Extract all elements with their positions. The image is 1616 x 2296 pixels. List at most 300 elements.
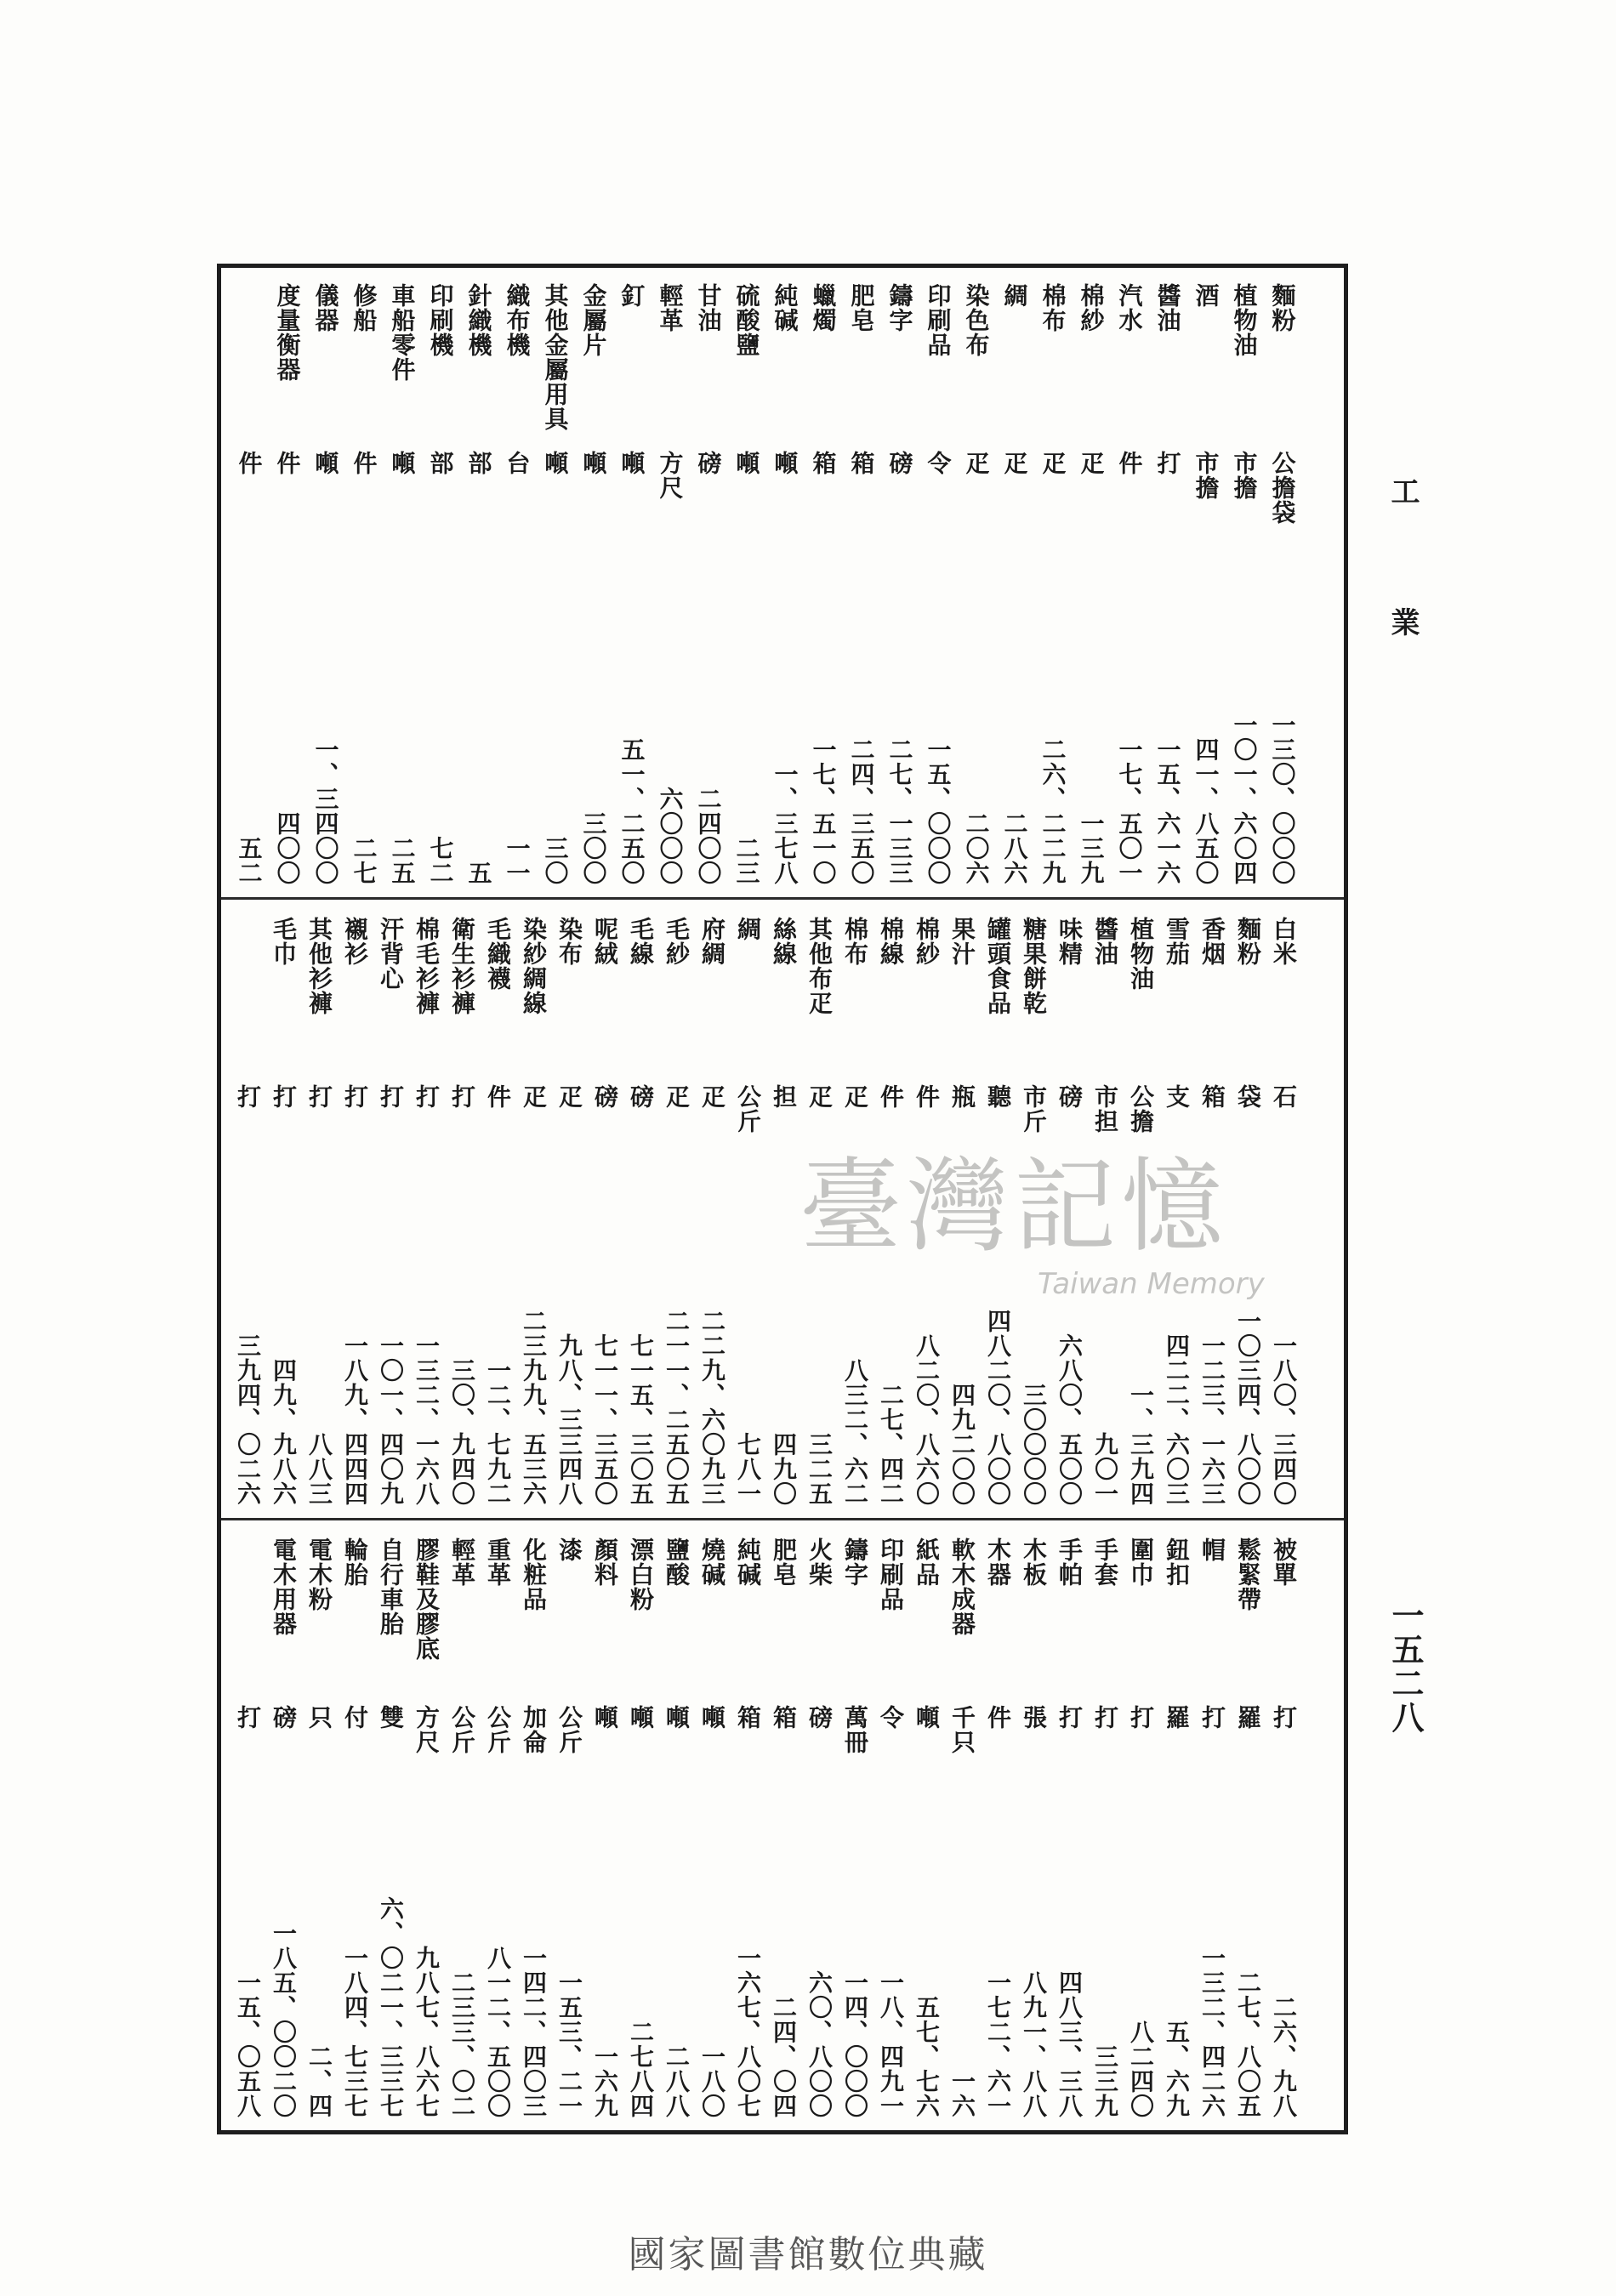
quantity-value: 二三三、〇二 — [448, 1970, 476, 2118]
quantity-value: 二六、二二九 — [1038, 737, 1067, 885]
quantity-value: 八三二、六二 — [841, 1358, 869, 1506]
table-column — [770, 901, 798, 1518]
unit-label: 羅 — [1234, 1705, 1262, 1730]
quantity-value: 七一一、三五〇 — [591, 1333, 619, 1506]
table-column — [627, 1522, 655, 2130]
unit-label: 千只 — [948, 1705, 976, 1754]
unit-label: 箱 — [770, 1705, 798, 1730]
quantity-value: 八二四〇 — [1127, 2020, 1155, 2118]
unit-label: 打 — [234, 1084, 262, 1109]
unit-label: 公斤 — [448, 1705, 476, 1754]
unit-label: 疋 — [520, 1084, 548, 1109]
quantity-value: 一四二、四〇三 — [520, 1946, 548, 2118]
item-name: 醬油 — [1091, 917, 1119, 966]
item-name: 絲線 — [770, 917, 798, 966]
item-name: 呢絨 — [591, 917, 619, 966]
unit-label: 噸 — [732, 451, 761, 475]
unit-label: 市担 — [1091, 1084, 1119, 1134]
unit-label: 打 — [341, 1084, 369, 1109]
unit-label: 萬冊 — [841, 1705, 869, 1754]
item-name: 染布 — [555, 917, 583, 966]
quantity-value: 一八五、〇〇二〇 — [270, 1921, 298, 2118]
quantity-value: 八二〇、八六〇 — [913, 1333, 941, 1506]
item-name: 酒 — [1192, 283, 1221, 308]
table-column — [1127, 1522, 1155, 2130]
item-name: 燒碱 — [698, 1537, 726, 1587]
unit-label: 噸 — [771, 451, 799, 475]
table-column — [925, 268, 953, 897]
footer-archive-label: 國家圖書館數位典藏 — [628, 2233, 988, 2276]
item-name: 輕革 — [448, 1537, 476, 1587]
item-name: 毛織襪 — [484, 917, 512, 991]
table-column — [1234, 1522, 1262, 2130]
quantity-value: 一八九、四四四 — [341, 1333, 369, 1506]
item-name: 火柴 — [805, 1537, 834, 1587]
table-column — [1231, 268, 1259, 897]
table-column — [1198, 901, 1226, 1518]
unit-label: 箱 — [1198, 1084, 1226, 1109]
item-name: 白米 — [1270, 917, 1298, 966]
unit-label: 打 — [377, 1084, 405, 1109]
item-name: 甘油 — [694, 283, 723, 332]
quantity-value: 一八〇 — [698, 2044, 726, 2118]
item-name: 修船 — [350, 283, 378, 332]
unit-label: 噸 — [311, 451, 340, 475]
quantity-value: 一三〇、〇〇〇 — [1268, 713, 1297, 885]
table-column — [520, 1522, 548, 2130]
table-column — [1269, 268, 1297, 897]
quantity-value: 二三九九、五三六 — [520, 1309, 548, 1506]
item-name: 棉布 — [1038, 283, 1067, 332]
table-column — [1056, 901, 1084, 1518]
table-column — [663, 1522, 691, 2130]
table-column — [341, 901, 369, 1518]
table-column — [1270, 1522, 1298, 2130]
item-name: 軟木成器 — [948, 1537, 976, 1636]
unit-label: 疋 — [1038, 451, 1067, 475]
item-name: 肥皂 — [847, 283, 876, 332]
item-name: 棉毛衫褲 — [413, 917, 441, 1015]
unit-label: 件 — [913, 1084, 941, 1109]
unit-label: 打 — [305, 1084, 333, 1109]
quantity-value: 一三二、四二六 — [1198, 1946, 1226, 2118]
item-name: 漂白粉 — [627, 1537, 655, 1611]
quantity-value: 四八二〇、八〇〇 — [984, 1309, 1012, 1506]
table-column — [733, 268, 761, 897]
table-column — [1127, 901, 1155, 1518]
unit-label: 疋 — [962, 451, 991, 475]
item-name: 帽 — [1198, 1537, 1226, 1562]
unit-label: 疋 — [841, 1084, 869, 1109]
table-column — [377, 1522, 405, 2130]
table-column — [1192, 268, 1221, 897]
unit-label: 打 — [234, 1705, 262, 1730]
quantity-value: 一、三七八 — [771, 762, 799, 885]
unit-label: 磅 — [805, 1705, 834, 1730]
quantity-value: 二一一、二五〇五 — [663, 1309, 691, 1506]
item-name: 其他布疋 — [805, 917, 834, 1015]
item-name: 手套 — [1091, 1537, 1119, 1587]
quantity-value: 二七、四二 — [877, 1383, 905, 1506]
item-name: 度量衡器 — [273, 283, 302, 382]
table-column — [1039, 268, 1067, 897]
table-column — [274, 268, 302, 897]
unit-label: 件 — [350, 451, 378, 475]
unit-label: 箱 — [847, 451, 876, 475]
quantity-value: 四八三、三八 — [1056, 1970, 1084, 2118]
unit-label: 羅 — [1163, 1705, 1191, 1730]
quantity-value: 一六 — [948, 2069, 976, 2118]
table-column — [1163, 1522, 1191, 2130]
unit-label: 噸 — [698, 1705, 726, 1730]
table-column — [1056, 1522, 1084, 2130]
item-name: 木板 — [1020, 1537, 1048, 1587]
unit-label: 袋 — [1234, 1084, 1262, 1109]
quantity-value: 一〇一、四〇九 — [377, 1333, 405, 1506]
quantity-value: 四一、八五〇 — [1192, 737, 1221, 885]
quantity-value: 八一二、五〇〇 — [484, 1946, 512, 2118]
unit-label: 疋 — [698, 1084, 726, 1109]
quantity-value: 一五、六一六 — [1153, 737, 1182, 885]
unit-label: 張 — [1020, 1705, 1048, 1730]
unit-label: 疋 — [555, 1084, 583, 1109]
unit-label: 疋 — [805, 1084, 834, 1109]
item-name: 府綢 — [698, 917, 726, 966]
unit-label: 打 — [448, 1084, 476, 1109]
quantity-value: 二五 — [388, 836, 417, 885]
table-column — [984, 901, 1012, 1518]
table-band-2 — [221, 901, 1344, 1518]
unit-label: 支 — [1163, 1084, 1191, 1109]
unit-label: 件 — [484, 1084, 512, 1109]
table-column — [504, 268, 532, 897]
table-column — [1020, 901, 1048, 1518]
watermark-en: Taiwan Memory — [1038, 1267, 1265, 1301]
item-name: 鑄字 — [885, 283, 914, 332]
item-name: 鹽酸 — [663, 1537, 691, 1587]
table-column — [1163, 901, 1191, 1518]
quantity-value: 九八七、八六七 — [413, 1946, 441, 2118]
table-column — [542, 268, 570, 897]
item-name: 針織機 — [464, 283, 493, 357]
quantity-value: 一五、〇〇〇 — [924, 737, 953, 885]
table-column — [312, 268, 340, 897]
quantity-value: 四二二、六〇三 — [1163, 1333, 1191, 1506]
unit-label: 打 — [1091, 1705, 1119, 1730]
quantity-value: 五 — [464, 861, 493, 885]
quantity-value: 二七八四 — [627, 2020, 655, 2118]
table-column — [1020, 1522, 1048, 2130]
item-name: 鑄字 — [841, 1537, 869, 1587]
item-name: 蠟燭 — [809, 283, 838, 332]
unit-label: 打 — [1056, 1705, 1084, 1730]
table-column — [1154, 268, 1182, 897]
quantity-value: 一三二、一六八 — [413, 1333, 441, 1506]
quantity-value: 一、三九四 — [1127, 1383, 1155, 1506]
table-column — [591, 901, 619, 1518]
table-column — [948, 901, 976, 1518]
table-column — [695, 268, 723, 897]
unit-label: 箱 — [809, 451, 838, 475]
quantity-value: 七一五、三〇五 — [627, 1333, 655, 1506]
unit-label: 部 — [426, 451, 455, 475]
quantity-value: 一六九 — [591, 2044, 619, 2118]
unit-label: 令 — [877, 1705, 905, 1730]
table-column — [877, 1522, 905, 2130]
quantity-value: 二、四 — [305, 2044, 333, 2118]
table-column — [770, 1522, 798, 2130]
table-column — [555, 1522, 583, 2130]
table-column — [848, 268, 876, 897]
quantity-value: 一四、〇〇〇 — [841, 1970, 869, 2118]
table-column — [413, 1522, 441, 2130]
quantity-value: 九〇一 — [1091, 1432, 1119, 1506]
quantity-value: 七八一 — [734, 1432, 762, 1506]
quantity-value: 一、三四〇〇 — [311, 737, 340, 885]
unit-label: 噸 — [541, 451, 570, 475]
quantity-value: 一七二、六一 — [984, 1970, 1012, 2118]
item-name: 膠鞋及膠底 — [413, 1537, 441, 1661]
quantity-value: 五七、七六 — [913, 1995, 941, 2118]
item-name: 麵粉 — [1268, 283, 1297, 332]
item-name: 植物油 — [1230, 283, 1259, 357]
unit-label: 噸 — [579, 451, 608, 475]
unit-label: 令 — [924, 451, 953, 475]
unit-label: 只 — [305, 1705, 333, 1730]
table-column — [1091, 901, 1119, 1518]
unit-label: 件 — [1115, 451, 1144, 475]
quantity-value: 四〇〇 — [273, 811, 302, 885]
item-name: 顏料 — [591, 1537, 619, 1587]
unit-label: 噸 — [627, 1705, 655, 1730]
item-name: 棉線 — [877, 917, 905, 966]
table-column — [1270, 901, 1298, 1518]
unit-label: 部 — [464, 451, 493, 475]
table-column — [427, 268, 455, 897]
quantity-value: 一五、〇五八 — [234, 1970, 262, 2118]
item-name: 肥皂 — [770, 1537, 798, 1587]
unit-label: 打 — [1198, 1705, 1226, 1730]
item-name: 硫酸鹽 — [732, 283, 761, 357]
unit-label: 打 — [413, 1084, 441, 1109]
item-name: 純碱 — [734, 1537, 762, 1587]
table-column — [234, 901, 262, 1518]
table-column — [305, 901, 333, 1518]
unit-label: 方尺 — [656, 451, 685, 500]
table-column — [377, 901, 405, 1518]
table-column — [350, 268, 378, 897]
table-column — [465, 268, 493, 897]
unit-label: 磅 — [694, 451, 723, 475]
unit-label: 瓶 — [948, 1084, 976, 1109]
item-name: 綢 — [734, 917, 762, 941]
unit-label: 磅 — [885, 451, 914, 475]
quantity-value: 三〇 — [541, 836, 570, 885]
statistics-table-frame — [217, 264, 1348, 2134]
item-name: 紙品 — [913, 1537, 941, 1587]
quantity-value: 二八六 — [1000, 811, 1029, 885]
quantity-value: 二八八 — [663, 2044, 691, 2118]
table-column — [841, 1522, 869, 2130]
table-column — [771, 268, 799, 897]
unit-label: 石 — [1270, 1084, 1298, 1109]
unit-label: 噸 — [913, 1705, 941, 1730]
item-name: 毛線 — [627, 917, 655, 966]
table-column — [734, 1522, 762, 2130]
table-column — [1078, 268, 1106, 897]
item-name: 麵粉 — [1234, 917, 1262, 966]
table-column — [805, 901, 834, 1518]
quantity-value: 八八三 — [305, 1432, 333, 1506]
item-name: 其他金屬用具 — [541, 283, 570, 431]
item-name: 襯衫 — [341, 917, 369, 966]
item-name: 漆 — [555, 1537, 583, 1562]
item-name: 味精 — [1056, 917, 1084, 966]
quantity-value: 二七 — [350, 836, 378, 885]
table-column — [627, 901, 655, 1518]
table-column — [877, 901, 905, 1518]
quantity-value: 二〇六 — [962, 811, 991, 885]
unit-label: 疋 — [1000, 451, 1029, 475]
unit-label: 磅 — [270, 1705, 298, 1730]
quantity-value: 一二、七九二 — [484, 1358, 512, 1506]
item-name: 香烟 — [1198, 917, 1226, 966]
table-column — [618, 268, 646, 897]
quantity-value: 三〇、九四〇 — [448, 1358, 476, 1506]
table-band-1 — [221, 268, 1344, 897]
unit-label: 雙 — [377, 1705, 405, 1730]
quantity-value: 一七、五一〇 — [809, 737, 838, 885]
item-name: 被單 — [1270, 1537, 1298, 1587]
quantity-value: 二四、〇四 — [770, 1995, 798, 2118]
table-column — [657, 268, 685, 897]
page-number: 一五二八 — [1386, 1599, 1425, 1735]
unit-label: 台 — [503, 451, 532, 475]
table-column — [984, 1522, 1012, 2130]
unit-label: 磅 — [627, 1084, 655, 1109]
unit-label: 市擔 — [1192, 451, 1221, 500]
unit-label: 件 — [984, 1705, 1012, 1730]
table-column — [841, 901, 869, 1518]
quantity-value: 一六七、八〇七 — [734, 1946, 762, 2118]
unit-label: 件 — [273, 451, 302, 475]
unit-label: 件 — [235, 451, 264, 475]
item-name: 印刷品 — [877, 1537, 905, 1611]
unit-label: 磅 — [591, 1084, 619, 1109]
section-title: 工業 — [1386, 476, 1420, 738]
item-name: 自行車胎 — [377, 1537, 405, 1636]
item-name: 釘 — [617, 283, 646, 308]
item-name: 綢 — [1000, 283, 1029, 308]
unit-label: 噸 — [617, 451, 646, 475]
quantity-value: 三二五 — [805, 1432, 834, 1506]
table-column — [810, 268, 838, 897]
table-band-3 — [221, 1522, 1344, 2130]
table-column — [341, 1522, 369, 2130]
table-column — [1091, 1522, 1119, 2130]
item-name: 其他衫褲 — [305, 917, 333, 1015]
item-name: 汽水 — [1115, 283, 1144, 332]
item-name: 雪茄 — [1163, 917, 1191, 966]
band-divider — [221, 897, 1344, 900]
unit-label: 加侖 — [520, 1705, 548, 1754]
band-divider — [221, 1518, 1344, 1520]
table-column — [520, 901, 548, 1518]
unit-label: 担 — [770, 1084, 798, 1109]
quantity-value: 一二三、一六三 — [1198, 1333, 1226, 1506]
table-column — [448, 901, 476, 1518]
table-column — [886, 268, 914, 897]
quantity-value: 二二九、六〇九三 — [698, 1309, 726, 1506]
quantity-value: 一〇三四、八〇〇 — [1234, 1309, 1262, 1506]
quantity-value: 一八、四九一 — [877, 1970, 905, 2118]
unit-label: 疋 — [663, 1084, 691, 1109]
item-name: 棉布 — [841, 917, 869, 966]
quantity-value: 二四〇〇 — [694, 787, 723, 885]
item-name: 棉紗 — [1077, 283, 1106, 332]
unit-label: 打 — [1153, 451, 1182, 475]
item-name: 儀器 — [311, 283, 340, 332]
unit-label: 公擔袋 — [1268, 451, 1297, 525]
item-name: 果汁 — [948, 917, 976, 966]
item-name: 化粧品 — [520, 1537, 548, 1611]
table-column — [913, 901, 941, 1518]
table-column — [555, 901, 583, 1518]
item-name: 鈕扣 — [1163, 1537, 1191, 1587]
table-column — [236, 268, 264, 897]
table-column — [1234, 901, 1262, 1518]
quantity-value: 二六、九八 — [1270, 1995, 1298, 2118]
item-name: 木器 — [984, 1537, 1012, 1587]
table-column — [698, 1522, 726, 2130]
table-column — [234, 1522, 262, 2130]
unit-label: 噸 — [388, 451, 417, 475]
quantity-value: 四九〇 — [770, 1432, 798, 1506]
quantity-value: 五、六九 — [1163, 2020, 1191, 2118]
quantity-value: 三三九 — [1091, 2044, 1119, 2118]
table-column — [270, 901, 298, 1518]
quantity-value: 一八四、七三七 — [341, 1946, 369, 2118]
table-column — [1001, 268, 1029, 897]
item-name: 重革 — [484, 1537, 512, 1587]
unit-label: 箱 — [734, 1705, 762, 1730]
unit-label: 噸 — [591, 1705, 619, 1730]
quantity-value: 四九二〇〇 — [948, 1383, 976, 1506]
item-name: 印刷機 — [426, 283, 455, 357]
quantity-value: 六八〇、五〇〇 — [1056, 1333, 1084, 1506]
quantity-value: 五一、二五〇 — [617, 737, 646, 885]
table-column — [305, 1522, 333, 2130]
item-name: 車船零件 — [388, 283, 417, 382]
item-name: 輕革 — [656, 283, 685, 332]
table-column — [963, 268, 991, 897]
item-name: 圍巾 — [1127, 1537, 1155, 1587]
item-name: 金屬片 — [579, 283, 608, 357]
unit-label: 打 — [1127, 1705, 1155, 1730]
quantity-value: 一八〇、三四〇 — [1270, 1333, 1298, 1506]
quantity-value: 二七、一三三 — [885, 737, 914, 885]
quantity-value: 三〇〇 — [579, 811, 608, 885]
table-column — [484, 1522, 512, 2130]
item-name: 醬油 — [1153, 283, 1182, 332]
table-column — [913, 1522, 941, 2130]
unit-label: 公斤 — [734, 1084, 762, 1134]
unit-label: 磅 — [1056, 1084, 1084, 1109]
item-name: 染紗綢線 — [520, 917, 548, 1015]
unit-label: 公斤 — [555, 1705, 583, 1754]
unit-label: 方尺 — [413, 1705, 441, 1754]
item-name: 印刷品 — [924, 283, 953, 357]
